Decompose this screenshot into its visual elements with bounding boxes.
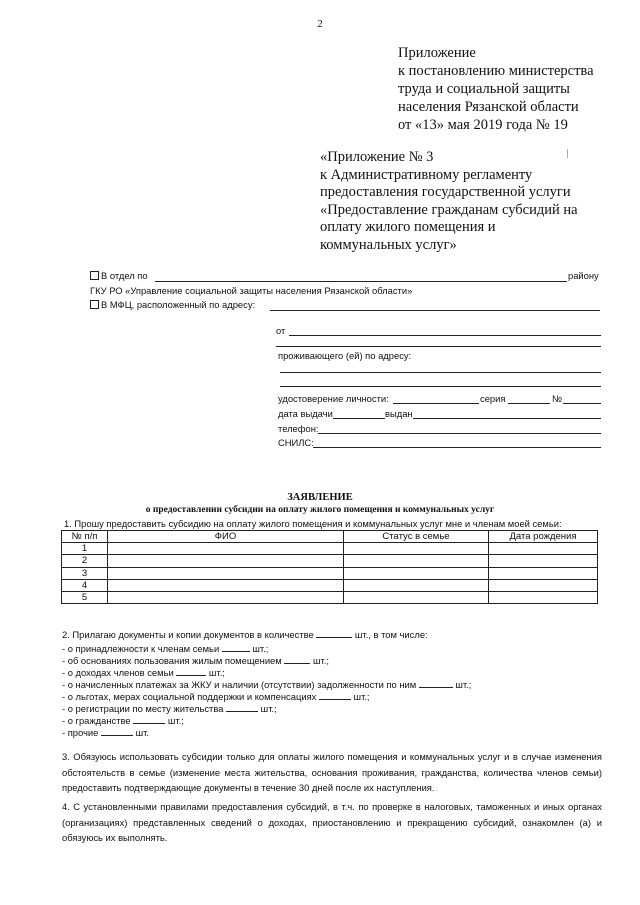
residing-label: проживающего (ей) по адресу: bbox=[278, 350, 412, 361]
doc-unit: шт.; bbox=[455, 679, 472, 690]
from-label: от bbox=[276, 325, 286, 336]
doc-count-field[interactable] bbox=[284, 654, 310, 664]
appendix-date-line: от «13» мая 2019 года № 19 bbox=[398, 117, 568, 133]
phone-field[interactable] bbox=[318, 433, 601, 434]
status-cell[interactable] bbox=[344, 543, 489, 555]
issued-by-field[interactable] bbox=[413, 418, 601, 419]
doc-item-label: - о регистрации по месту жительства bbox=[62, 703, 224, 714]
appendix-3-header bbox=[320, 149, 578, 255]
id-doc-label: удостоверение личности: bbox=[278, 393, 389, 404]
dept-line bbox=[90, 270, 148, 282]
doc-unit: шт.; bbox=[260, 703, 277, 714]
statement-subtitle: о предоставлении субсидии на оплату жилого помещения и коммунальных услуг bbox=[145, 505, 495, 515]
paragraph-4: 4. С установленными правилами предоставления субсидий, в т.ч. по проверке в налоговых, таможенных и иных органах (организациях) представленных сведений о доходах, приостановлению и прекращению субсидий, ознакомлен (а) и обязуюсь их выполнять. bbox=[62, 801, 602, 843]
doc-unit: шт.; bbox=[353, 691, 370, 702]
appendix3-line: предоставления государственной услуги bbox=[320, 184, 571, 201]
doc-unit: шт.; bbox=[167, 715, 184, 726]
series-label: серия bbox=[480, 393, 506, 404]
row-number: 2 bbox=[62, 555, 108, 567]
col-header-name: ФИО bbox=[108, 531, 344, 543]
status-cell[interactable] bbox=[344, 591, 489, 603]
table-row bbox=[62, 591, 598, 603]
dept-checkbox[interactable] bbox=[90, 271, 99, 280]
doc-unit: шт.; bbox=[312, 655, 329, 666]
address-line-2[interactable] bbox=[280, 386, 601, 387]
doc-count-field[interactable] bbox=[222, 642, 250, 652]
statement-p1: 1. Прошу предоставить субсидию на оплату жилого помещения и коммунальных услуг мне и членам моей семьи: bbox=[64, 518, 562, 529]
col-header-birthdate: Дата рождения bbox=[489, 531, 598, 543]
col-header-status: Статус в семье bbox=[344, 531, 489, 543]
from-name-line[interactable] bbox=[289, 335, 601, 336]
doc-item-label: - о принадлежности к членам семьи bbox=[62, 643, 220, 654]
from-name-line-2[interactable] bbox=[276, 346, 601, 347]
documents-count-field[interactable] bbox=[316, 628, 352, 638]
table-row bbox=[62, 579, 598, 591]
name-cell[interactable] bbox=[108, 555, 344, 567]
doc-item-label: - о гражданстве bbox=[62, 715, 131, 726]
appendix3-line: «Предоставление гражданам субсидий на bbox=[320, 201, 578, 218]
name-cell[interactable] bbox=[108, 543, 344, 555]
doc-item-label: - об основаниях пользования жилым помещением bbox=[62, 655, 282, 666]
series-field[interactable] bbox=[508, 403, 550, 404]
doc-count-field[interactable] bbox=[419, 678, 453, 688]
doc-unit: шт.; bbox=[252, 643, 269, 654]
issue-date-field[interactable] bbox=[333, 418, 385, 419]
table-row bbox=[62, 567, 598, 579]
doc-count-field[interactable] bbox=[226, 702, 258, 712]
name-cell[interactable] bbox=[108, 579, 344, 591]
doc-count-field[interactable] bbox=[133, 714, 165, 724]
status-cell[interactable] bbox=[344, 555, 489, 567]
doc-item-label: - о доходах членов семьи bbox=[62, 667, 174, 678]
doc-item-label: - о льготах, мерах социальной поддержки и компенсациях bbox=[62, 691, 317, 702]
paragraph-3: 3. Обязуюсь использовать субсидии только для оплаты жилого помещения и коммунальных услуг и в случае изменения обстоятельств в семье (изменение места жительства, основания проживания, гражданства, количества членов семьи) предоставить подтверждающие документы в течение 30 дней после их наступления. bbox=[62, 751, 602, 793]
mfc-checkbox[interactable] bbox=[90, 300, 99, 309]
birthdate-cell[interactable] bbox=[489, 567, 598, 579]
doc-count-field[interactable] bbox=[176, 666, 206, 676]
appendix3-line: к Административному регламенту bbox=[320, 166, 533, 183]
issued-by-label: выдан bbox=[385, 408, 413, 419]
appendix-line: Приложение bbox=[398, 45, 476, 61]
documents-intro-text: 2. Прилагаю документы и копии документов в количестве bbox=[62, 629, 314, 640]
dept-name-line[interactable] bbox=[155, 281, 567, 282]
appendix-line: труда и социальной защиты bbox=[398, 81, 570, 97]
family-table bbox=[61, 530, 598, 604]
birthdate-cell[interactable] bbox=[489, 579, 598, 591]
doc-item bbox=[62, 726, 149, 739]
page-number: 2 bbox=[317, 18, 323, 30]
row-number: 3 bbox=[62, 567, 108, 579]
appendix-line: населения Рязанской области bbox=[398, 99, 579, 115]
doc-unit: шт. bbox=[135, 727, 149, 738]
address-line-1[interactable] bbox=[280, 372, 601, 373]
doc-count-field[interactable] bbox=[101, 726, 133, 736]
mfc-address-line[interactable] bbox=[270, 310, 600, 311]
row-number: 4 bbox=[62, 579, 108, 591]
doc-count-field[interactable] bbox=[319, 690, 351, 700]
dept-prefix: В отдел по bbox=[101, 270, 148, 281]
name-cell[interactable] bbox=[108, 591, 344, 603]
snils-label: СНИЛС: bbox=[278, 437, 314, 448]
row-number: 5 bbox=[62, 591, 108, 603]
row-number: 1 bbox=[62, 543, 108, 555]
documents-intro bbox=[62, 628, 428, 641]
appendix3-line: оплату жилого помещения и bbox=[320, 219, 496, 236]
appendix-resolution-header bbox=[398, 44, 594, 134]
mfc-line bbox=[90, 299, 255, 311]
statement-title: ЗАЯВЛЕНИЕ bbox=[287, 492, 353, 503]
family-table-header bbox=[62, 531, 598, 543]
birthdate-cell[interactable] bbox=[489, 543, 598, 555]
doc-item-label: - о начисленных платежах за ЖКУ и наличии (отсутствии) задолженности по ним bbox=[62, 679, 417, 690]
birthdate-cell[interactable] bbox=[489, 591, 598, 603]
documents-intro-suffix: шт., в том числе: bbox=[354, 629, 428, 640]
col-header-num: № п/п bbox=[62, 531, 108, 543]
snils-field[interactable] bbox=[313, 447, 601, 448]
doc-unit: шт.; bbox=[208, 667, 225, 678]
number-field[interactable] bbox=[563, 403, 601, 404]
issue-date-label: дата выдачи bbox=[278, 408, 333, 419]
table-row bbox=[62, 543, 598, 555]
dept-suffix: району bbox=[568, 270, 599, 281]
mfc-label: В МФЦ, расположенный по адресу: bbox=[101, 299, 256, 310]
appendix-line: к постановлению министерства bbox=[398, 63, 594, 79]
appendix3-line: коммунальных услуг» bbox=[320, 236, 457, 253]
name-cell[interactable] bbox=[108, 567, 344, 579]
number-label: № bbox=[552, 393, 563, 404]
status-cell[interactable] bbox=[344, 579, 489, 591]
phone-label: телефон: bbox=[278, 423, 319, 434]
status-cell[interactable] bbox=[344, 567, 489, 579]
appendix3-line: «Приложение № 3 bbox=[320, 149, 434, 165]
table-row bbox=[62, 555, 598, 567]
gku-name: ГКУ РО «Управление социальной защиты населения Рязанской области» bbox=[90, 285, 413, 296]
id-doc-field[interactable] bbox=[393, 403, 479, 404]
birthdate-cell[interactable] bbox=[489, 555, 598, 567]
doc-item-label: - прочие bbox=[62, 727, 99, 738]
